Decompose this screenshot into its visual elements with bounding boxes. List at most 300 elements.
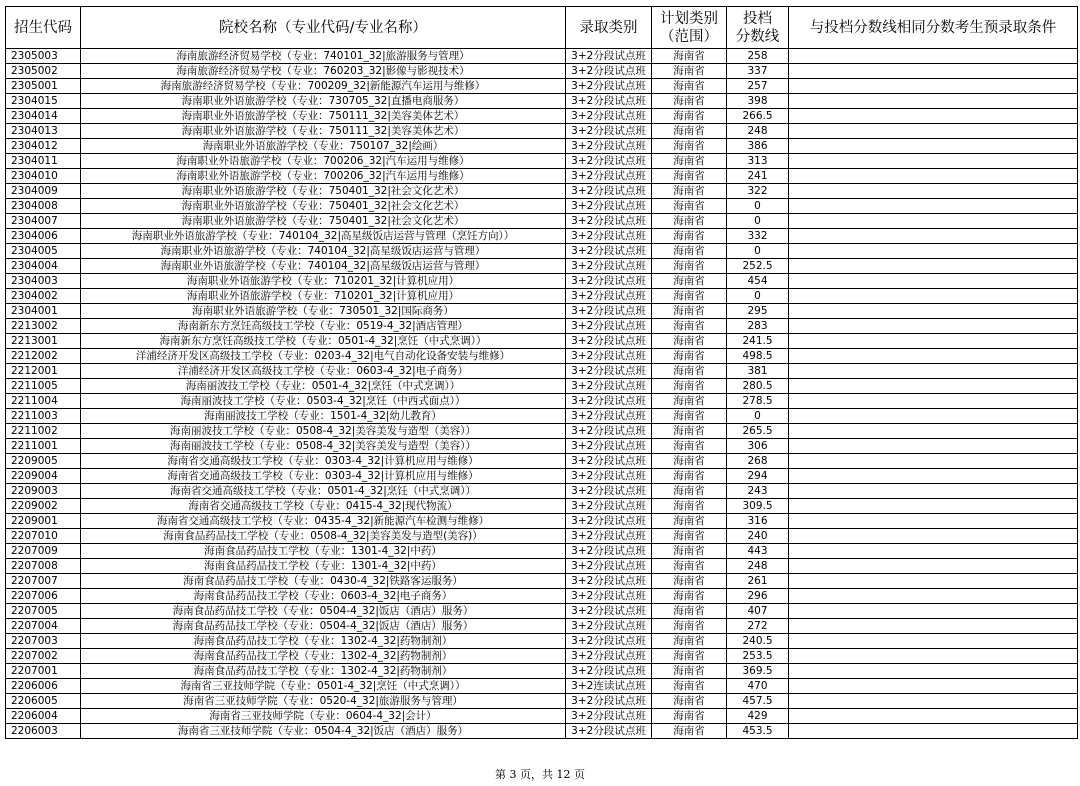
cutoff-score-cell: 240 — [727, 529, 789, 544]
admission-type-cell: 3+2分段试点班 — [566, 364, 652, 379]
table-row — [6, 574, 1078, 589]
admission-type-cell: 3+2分段试点班 — [566, 154, 652, 169]
admission-type-cell: 3+2分段试点班 — [566, 79, 652, 94]
enroll-code-cell: 2207003 — [6, 634, 81, 649]
school-name-cell: 海南食品药品技工学校（专业：1302-4_32|药物制剂） — [81, 649, 566, 664]
school-name-cell: 海南省三亚技师学院（专业：0604-4_32|会计） — [81, 709, 566, 724]
plan-type-cell: 海南省 — [652, 319, 727, 334]
plan-type-cell: 海南省 — [652, 544, 727, 559]
plan-type-cell: 海南省 — [652, 529, 727, 544]
plan-type-cell: 海南省 — [652, 49, 727, 64]
school-name-cell: 海南食品药品技工学校（专业：0504-4_32|饭店（酒店）服务） — [81, 604, 566, 619]
plan-type-cell: 海南省 — [652, 499, 727, 514]
tie-condition-cell — [789, 49, 1078, 64]
tie-condition-cell — [789, 544, 1078, 559]
table-row — [6, 124, 1078, 139]
admission-type-cell: 3+2分段试点班 — [566, 394, 652, 409]
tie-condition-cell — [789, 694, 1078, 709]
admission-type-cell: 3+2分段试点班 — [566, 574, 652, 589]
tie-condition-cell — [789, 274, 1078, 289]
table-row — [6, 409, 1078, 424]
admission-type-cell: 3+2分段试点班 — [566, 604, 652, 619]
cutoff-score-cell: 268 — [727, 454, 789, 469]
school-name-cell: 海南职业外语旅游学校（专业：740104_32|高星级饭店运营与管理（烹饪方向）） — [81, 229, 566, 244]
plan-type-cell: 海南省 — [652, 94, 727, 109]
table-row — [6, 109, 1078, 124]
enroll-code-cell: 2304001 — [6, 304, 81, 319]
tie-condition-cell — [789, 604, 1078, 619]
tie-condition-cell — [789, 649, 1078, 664]
school-name-cell: 海南食品药品技工学校（专业：0504-4_32|饭店（酒店）服务） — [81, 619, 566, 634]
cutoff-score-cell: 265.5 — [727, 424, 789, 439]
cutoff-score-cell: 266.5 — [727, 109, 789, 124]
school-name-cell: 海南职业外语旅游学校（专业：730705_32|直播电商服务） — [81, 94, 566, 109]
enroll-code-cell: 2206004 — [6, 709, 81, 724]
table-row — [6, 694, 1078, 709]
header-school-name: 院校名称（专业代码/专业名称） — [81, 7, 566, 49]
admission-type-cell: 3+2分段试点班 — [566, 289, 652, 304]
admission-type-cell: 3+2分段试点班 — [566, 634, 652, 649]
plan-type-cell: 海南省 — [652, 244, 727, 259]
table-row — [6, 259, 1078, 274]
table-body — [6, 49, 1078, 739]
enroll-code-cell: 2209002 — [6, 499, 81, 514]
table-row — [6, 229, 1078, 244]
school-name-cell: 海南省交通高级技工学校（专业：0303-4_32|计算机应用与维修） — [81, 469, 566, 484]
plan-type-cell: 海南省 — [652, 364, 727, 379]
table-row — [6, 289, 1078, 304]
tie-condition-cell — [789, 469, 1078, 484]
school-name-cell: 海南新东方烹饪高级技工学校（专业：0519-4_32|酒店管理） — [81, 319, 566, 334]
tie-condition-cell — [789, 529, 1078, 544]
enroll-code-cell: 2211005 — [6, 379, 81, 394]
cutoff-score-cell: 386 — [727, 139, 789, 154]
school-name-cell: 海南丽波技工学校（专业：0501-4_32|烹饪（中式烹调）） — [81, 379, 566, 394]
table-row — [6, 64, 1078, 79]
enroll-code-cell: 2304008 — [6, 199, 81, 214]
tie-condition-cell — [789, 409, 1078, 424]
cutoff-score-cell: 283 — [727, 319, 789, 334]
admission-score-table — [5, 6, 1078, 739]
table-row — [6, 709, 1078, 724]
school-name-cell: 海南省三亚技师学院（专业：0504-4_32|饭店（酒店）服务） — [81, 724, 566, 739]
plan-type-cell: 海南省 — [652, 634, 727, 649]
plan-type-cell: 海南省 — [652, 574, 727, 589]
header-tie-condition: 与投档分数线相同分数考生预录取条件 — [789, 7, 1078, 49]
tie-condition-cell — [789, 514, 1078, 529]
admission-type-cell: 3+2分段试点班 — [566, 454, 652, 469]
admission-type-cell: 3+2分段试点班 — [566, 709, 652, 724]
cutoff-score-cell: 369.5 — [727, 664, 789, 679]
table-row — [6, 499, 1078, 514]
admission-type-cell: 3+2分段试点班 — [566, 94, 652, 109]
admission-type-cell: 3+2分段试点班 — [566, 499, 652, 514]
enroll-code-cell: 2304012 — [6, 139, 81, 154]
table-row — [6, 319, 1078, 334]
plan-type-cell: 海南省 — [652, 619, 727, 634]
plan-type-cell: 海南省 — [652, 409, 727, 424]
table-header-row — [6, 7, 1078, 49]
enroll-code-cell: 2209001 — [6, 514, 81, 529]
school-name-cell: 海南省三亚技师学院（专业：0520-4_32|旅游服务与管理） — [81, 694, 566, 709]
tie-condition-cell — [789, 334, 1078, 349]
enroll-code-cell: 2304006 — [6, 229, 81, 244]
tie-condition-cell — [789, 169, 1078, 184]
tie-condition-cell — [789, 724, 1078, 739]
tie-condition-cell — [789, 484, 1078, 499]
enroll-code-cell: 2206003 — [6, 724, 81, 739]
tie-condition-cell — [789, 664, 1078, 679]
admission-type-cell: 3+2分段试点班 — [566, 124, 652, 139]
school-name-cell: 海南省交通高级技工学校（专业：0501-4_32|烹饪（中式烹调）） — [81, 484, 566, 499]
cutoff-score-cell: 398 — [727, 94, 789, 109]
cutoff-score-cell: 316 — [727, 514, 789, 529]
school-name-cell: 海南丽波技工学校（专业：0503-4_32|烹饪（中西式面点）） — [81, 394, 566, 409]
admission-type-cell: 3+2分段试点班 — [566, 484, 652, 499]
enroll-code-cell: 2213002 — [6, 319, 81, 334]
header-admission-type: 录取类别 — [566, 7, 652, 49]
cutoff-score-cell: 0 — [727, 409, 789, 424]
school-name-cell: 海南丽波技工学校（专业：0508-4_32|美容美发与造型（美容）） — [81, 424, 566, 439]
enroll-code-cell: 2207005 — [6, 604, 81, 619]
table-row — [6, 94, 1078, 109]
admission-type-cell: 3+2分段试点班 — [566, 619, 652, 634]
cutoff-score-cell: 241 — [727, 169, 789, 184]
plan-type-cell: 海南省 — [652, 199, 727, 214]
enroll-code-cell: 2304011 — [6, 154, 81, 169]
plan-type-cell: 海南省 — [652, 394, 727, 409]
header-cutoff-score: 投档 分数线 — [727, 7, 789, 49]
tie-condition-cell — [789, 559, 1078, 574]
tie-condition-cell — [789, 379, 1078, 394]
admission-type-cell: 3+2分段试点班 — [566, 199, 652, 214]
table-row — [6, 454, 1078, 469]
school-name-cell: 海南食品药品技工学校（专业：1301-4_32|中药） — [81, 544, 566, 559]
cutoff-score-cell: 0 — [727, 214, 789, 229]
cutoff-score-cell: 272 — [727, 619, 789, 634]
plan-type-cell: 海南省 — [652, 709, 727, 724]
table-row — [6, 349, 1078, 364]
table-row — [6, 184, 1078, 199]
admission-type-cell: 3+2分段试点班 — [566, 49, 652, 64]
school-name-cell: 海南职业外语旅游学校（专业：750401_32|社会文化艺术） — [81, 199, 566, 214]
cutoff-score-cell: 278.5 — [727, 394, 789, 409]
table-row — [6, 469, 1078, 484]
school-name-cell: 海南新东方烹饪高级技工学校（专业：0501-4_32|烹饪（中式烹调）） — [81, 334, 566, 349]
plan-type-cell: 海南省 — [652, 679, 727, 694]
enroll-code-cell: 2304003 — [6, 274, 81, 289]
enroll-code-cell: 2207001 — [6, 664, 81, 679]
enroll-code-cell: 2207009 — [6, 544, 81, 559]
table-row — [6, 244, 1078, 259]
tie-condition-cell — [789, 424, 1078, 439]
enroll-code-cell: 2304004 — [6, 259, 81, 274]
admission-type-cell: 3+2分段试点班 — [566, 649, 652, 664]
enroll-code-cell: 2304009 — [6, 184, 81, 199]
table-row — [6, 79, 1078, 94]
school-name-cell: 海南丽波技工学校（专业：1501-4_32|幼儿教育） — [81, 409, 566, 424]
enroll-code-cell: 2209004 — [6, 469, 81, 484]
tie-condition-cell — [789, 304, 1078, 319]
school-name-cell: 海南职业外语旅游学校（专业：700206_32|汽车运用与维修） — [81, 169, 566, 184]
enroll-code-cell: 2305003 — [6, 49, 81, 64]
cutoff-score-cell: 337 — [727, 64, 789, 79]
plan-type-cell: 海南省 — [652, 259, 727, 274]
cutoff-score-cell: 294 — [727, 469, 789, 484]
school-name-cell: 海南省交通高级技工学校（专业：0415-4_32|现代物流） — [81, 499, 566, 514]
cutoff-score-cell: 453.5 — [727, 724, 789, 739]
school-name-cell: 海南食品药品技工学校（专业：1302-4_32|药物制剂） — [81, 634, 566, 649]
tie-condition-cell — [789, 439, 1078, 454]
tie-condition-cell — [789, 454, 1078, 469]
cutoff-score-cell: 454 — [727, 274, 789, 289]
table-row — [6, 394, 1078, 409]
admission-type-cell: 3+2分段试点班 — [566, 529, 652, 544]
enroll-code-cell: 2304014 — [6, 109, 81, 124]
cutoff-score-cell: 241.5 — [727, 334, 789, 349]
cutoff-score-cell: 252.5 — [727, 259, 789, 274]
school-name-cell: 海南职业外语旅游学校（专业：700206_32|汽车运用与维修） — [81, 154, 566, 169]
enroll-code-cell: 2304002 — [6, 289, 81, 304]
plan-type-cell: 海南省 — [652, 484, 727, 499]
tie-condition-cell — [789, 289, 1078, 304]
enroll-code-cell: 2304015 — [6, 94, 81, 109]
school-name-cell: 海南职业外语旅游学校（专业：750111_32|美容美体艺术） — [81, 124, 566, 139]
school-name-cell: 洋浦经济开发区高级技工学校（专业：0203-4_32|电气自动化设备安装与维修） — [81, 349, 566, 364]
school-name-cell: 海南职业外语旅游学校（专业：710201_32|计算机应用） — [81, 274, 566, 289]
cutoff-score-cell: 296 — [727, 589, 789, 604]
school-name-cell: 海南省交通高级技工学校（专业：0435-4_32|新能源汽车检测与维修） — [81, 514, 566, 529]
school-name-cell: 海南职业外语旅游学校（专业：730501_32|国际商务） — [81, 304, 566, 319]
table-row — [6, 49, 1078, 64]
tie-condition-cell — [789, 364, 1078, 379]
enroll-code-cell: 2211004 — [6, 394, 81, 409]
enroll-code-cell: 2211002 — [6, 424, 81, 439]
plan-type-cell: 海南省 — [652, 109, 727, 124]
enroll-code-cell: 2207004 — [6, 619, 81, 634]
admission-type-cell: 3+2分段试点班 — [566, 139, 652, 154]
table-row — [6, 274, 1078, 289]
plan-type-cell: 海南省 — [652, 169, 727, 184]
table-row — [6, 514, 1078, 529]
cutoff-score-cell: 248 — [727, 124, 789, 139]
plan-type-cell: 海南省 — [652, 349, 727, 364]
tie-condition-cell — [789, 79, 1078, 94]
cutoff-score-cell: 457.5 — [727, 694, 789, 709]
enroll-code-cell: 2209003 — [6, 484, 81, 499]
plan-type-cell: 海南省 — [652, 514, 727, 529]
school-name-cell: 海南食品药品技工学校（专业：1301-4_32|中药） — [81, 559, 566, 574]
table-row — [6, 619, 1078, 634]
plan-type-cell: 海南省 — [652, 379, 727, 394]
tie-condition-cell — [789, 679, 1078, 694]
enroll-code-cell: 2207007 — [6, 574, 81, 589]
cutoff-score-cell: 322 — [727, 184, 789, 199]
admission-type-cell: 3+2分段试点班 — [566, 409, 652, 424]
school-name-cell: 海南丽波技工学校（专业：0508-4_32|美容美发与造型（美容）） — [81, 439, 566, 454]
enroll-code-cell: 2304005 — [6, 244, 81, 259]
plan-type-cell: 海南省 — [652, 154, 727, 169]
enroll-code-cell: 2209005 — [6, 454, 81, 469]
school-name-cell: 海南食品药品技工学校（专业：0603-4_32|电子商务） — [81, 589, 566, 604]
tie-condition-cell — [789, 214, 1078, 229]
enroll-code-cell: 2305002 — [6, 64, 81, 79]
tie-condition-cell — [789, 244, 1078, 259]
tie-condition-cell — [789, 319, 1078, 334]
tie-condition-cell — [789, 349, 1078, 364]
plan-type-cell: 海南省 — [652, 649, 727, 664]
school-name-cell: 海南旅游经济贸易学校（专业：700209_32|新能源汽车运用与维修） — [81, 79, 566, 94]
table-row — [6, 544, 1078, 559]
cutoff-score-cell: 306 — [727, 439, 789, 454]
enroll-code-cell: 2207008 — [6, 559, 81, 574]
page-number-footer: 第 3 页，共 12 页 — [495, 768, 585, 781]
enroll-code-cell: 2211003 — [6, 409, 81, 424]
plan-type-cell: 海南省 — [652, 304, 727, 319]
school-name-cell: 海南职业外语旅游学校（专业：750401_32|社会文化艺术） — [81, 184, 566, 199]
plan-type-cell: 海南省 — [652, 724, 727, 739]
admission-type-cell: 3+2分段试点班 — [566, 274, 652, 289]
admission-type-cell: 3+2分段试点班 — [566, 64, 652, 79]
enroll-code-cell: 2304010 — [6, 169, 81, 184]
tie-condition-cell — [789, 394, 1078, 409]
enroll-code-cell: 2206006 — [6, 679, 81, 694]
table-row — [6, 304, 1078, 319]
enroll-code-cell: 2206005 — [6, 694, 81, 709]
table-row — [6, 679, 1078, 694]
cutoff-score-cell: 280.5 — [727, 379, 789, 394]
table-row — [6, 604, 1078, 619]
admission-type-cell: 3+2分段试点班 — [566, 259, 652, 274]
tie-condition-cell — [789, 574, 1078, 589]
plan-type-cell: 海南省 — [652, 664, 727, 679]
table-row — [6, 664, 1078, 679]
admission-type-cell: 3+2分段试点班 — [566, 184, 652, 199]
header-enroll-code: 招生代码 — [6, 7, 81, 49]
cutoff-score-cell: 381 — [727, 364, 789, 379]
plan-type-cell: 海南省 — [652, 334, 727, 349]
tie-condition-cell — [789, 634, 1078, 649]
table-row — [6, 649, 1078, 664]
school-name-cell: 海南职业外语旅游学校（专业：750111_32|美容美体艺术） — [81, 109, 566, 124]
cutoff-score-cell: 295 — [727, 304, 789, 319]
enroll-code-cell: 2305001 — [6, 79, 81, 94]
enroll-code-cell: 2212002 — [6, 349, 81, 364]
tie-condition-cell — [789, 589, 1078, 604]
table-row — [6, 364, 1078, 379]
admission-type-cell: 3+2分段试点班 — [566, 469, 652, 484]
tie-condition-cell — [789, 619, 1078, 634]
plan-type-cell: 海南省 — [652, 184, 727, 199]
table-row — [6, 589, 1078, 604]
admission-type-cell: 3+2分段试点班 — [566, 244, 652, 259]
table-row — [6, 139, 1078, 154]
admission-score-table-sheet — [5, 6, 1078, 739]
admission-type-cell: 3+2分段试点班 — [566, 304, 652, 319]
plan-type-cell: 海南省 — [652, 64, 727, 79]
enroll-code-cell: 2212001 — [6, 364, 81, 379]
school-name-cell: 海南食品药品技工学校（专业：0508-4_32|美容美发与造型(美容)） — [81, 529, 566, 544]
plan-type-cell: 海南省 — [652, 694, 727, 709]
plan-type-cell: 海南省 — [652, 559, 727, 574]
admission-type-cell: 3+2分段试点班 — [566, 589, 652, 604]
table-row — [6, 529, 1078, 544]
tie-condition-cell — [789, 259, 1078, 274]
plan-type-cell: 海南省 — [652, 229, 727, 244]
plan-type-cell: 海南省 — [652, 274, 727, 289]
enroll-code-cell: 2213001 — [6, 334, 81, 349]
admission-type-cell: 3+2分段试点班 — [566, 514, 652, 529]
cutoff-score-cell: 253.5 — [727, 649, 789, 664]
enroll-code-cell: 2211001 — [6, 439, 81, 454]
tie-condition-cell — [789, 64, 1078, 79]
cutoff-score-cell: 429 — [727, 709, 789, 724]
school-name-cell: 海南省三亚技师学院（专业：0501-4_32|烹饪（中式烹调）） — [81, 679, 566, 694]
enroll-code-cell: 2207002 — [6, 649, 81, 664]
cutoff-score-cell: 240.5 — [727, 634, 789, 649]
table-row — [6, 334, 1078, 349]
school-name-cell: 海南旅游经济贸易学校（专业：740101_32|旅游服务与管理） — [81, 49, 566, 64]
cutoff-score-cell: 0 — [727, 244, 789, 259]
cutoff-score-cell: 470 — [727, 679, 789, 694]
admission-type-cell: 3+2分段试点班 — [566, 319, 652, 334]
tie-condition-cell — [789, 124, 1078, 139]
cutoff-score-cell: 0 — [727, 199, 789, 214]
cutoff-score-cell: 313 — [727, 154, 789, 169]
school-name-cell: 洋浦经济开发区高级技工学校（专业：0603-4_32|电子商务） — [81, 364, 566, 379]
table-row — [6, 199, 1078, 214]
table-row — [6, 169, 1078, 184]
cutoff-score-cell: 261 — [727, 574, 789, 589]
cutoff-score-cell: 498.5 — [727, 349, 789, 364]
header-plan-type: 计划类别 （范围） — [652, 7, 727, 49]
admission-type-cell: 3+2分段试点班 — [566, 109, 652, 124]
cutoff-score-cell: 407 — [727, 604, 789, 619]
admission-type-cell: 3+2分段试点班 — [566, 379, 652, 394]
plan-type-cell: 海南省 — [652, 454, 727, 469]
table-row — [6, 484, 1078, 499]
table-row — [6, 439, 1078, 454]
admission-type-cell: 3+2分段试点班 — [566, 229, 652, 244]
plan-type-cell: 海南省 — [652, 214, 727, 229]
school-name-cell: 海南职业外语旅游学校（专业：750401_32|社会文化艺术） — [81, 214, 566, 229]
table-row — [6, 379, 1078, 394]
admission-type-cell: 3+2分段试点班 — [566, 544, 652, 559]
table-row — [6, 424, 1078, 439]
school-name-cell: 海南食品药品技工学校（专业：1302-4_32|药物制剂） — [81, 664, 566, 679]
cutoff-score-cell: 248 — [727, 559, 789, 574]
admission-type-cell: 3+2分段试点班 — [566, 439, 652, 454]
admission-type-cell: 3+2分段试点班 — [566, 214, 652, 229]
cutoff-score-cell: 332 — [727, 229, 789, 244]
school-name-cell: 海南职业外语旅游学校（专业：710201_32|计算机应用） — [81, 289, 566, 304]
tie-condition-cell — [789, 199, 1078, 214]
school-name-cell: 海南职业外语旅游学校（专业：750107_32|绘画） — [81, 139, 566, 154]
school-name-cell: 海南食品药品技工学校（专业：0430-4_32|铁路客运服务） — [81, 574, 566, 589]
plan-type-cell: 海南省 — [652, 289, 727, 304]
cutoff-score-cell: 257 — [727, 79, 789, 94]
admission-type-cell: 3+2分段试点班 — [566, 349, 652, 364]
plan-type-cell: 海南省 — [652, 469, 727, 484]
tie-condition-cell — [789, 109, 1078, 124]
school-name-cell: 海南省交通高级技工学校（专业：0303-4_32|计算机应用与维修） — [81, 454, 566, 469]
cutoff-score-cell: 443 — [727, 544, 789, 559]
plan-type-cell: 海南省 — [652, 79, 727, 94]
cutoff-score-cell: 243 — [727, 484, 789, 499]
admission-type-cell: 3+2分段试点班 — [566, 424, 652, 439]
admission-type-cell: 3+2分段试点班 — [566, 724, 652, 739]
admission-type-cell: 3+2分段试点班 — [566, 664, 652, 679]
